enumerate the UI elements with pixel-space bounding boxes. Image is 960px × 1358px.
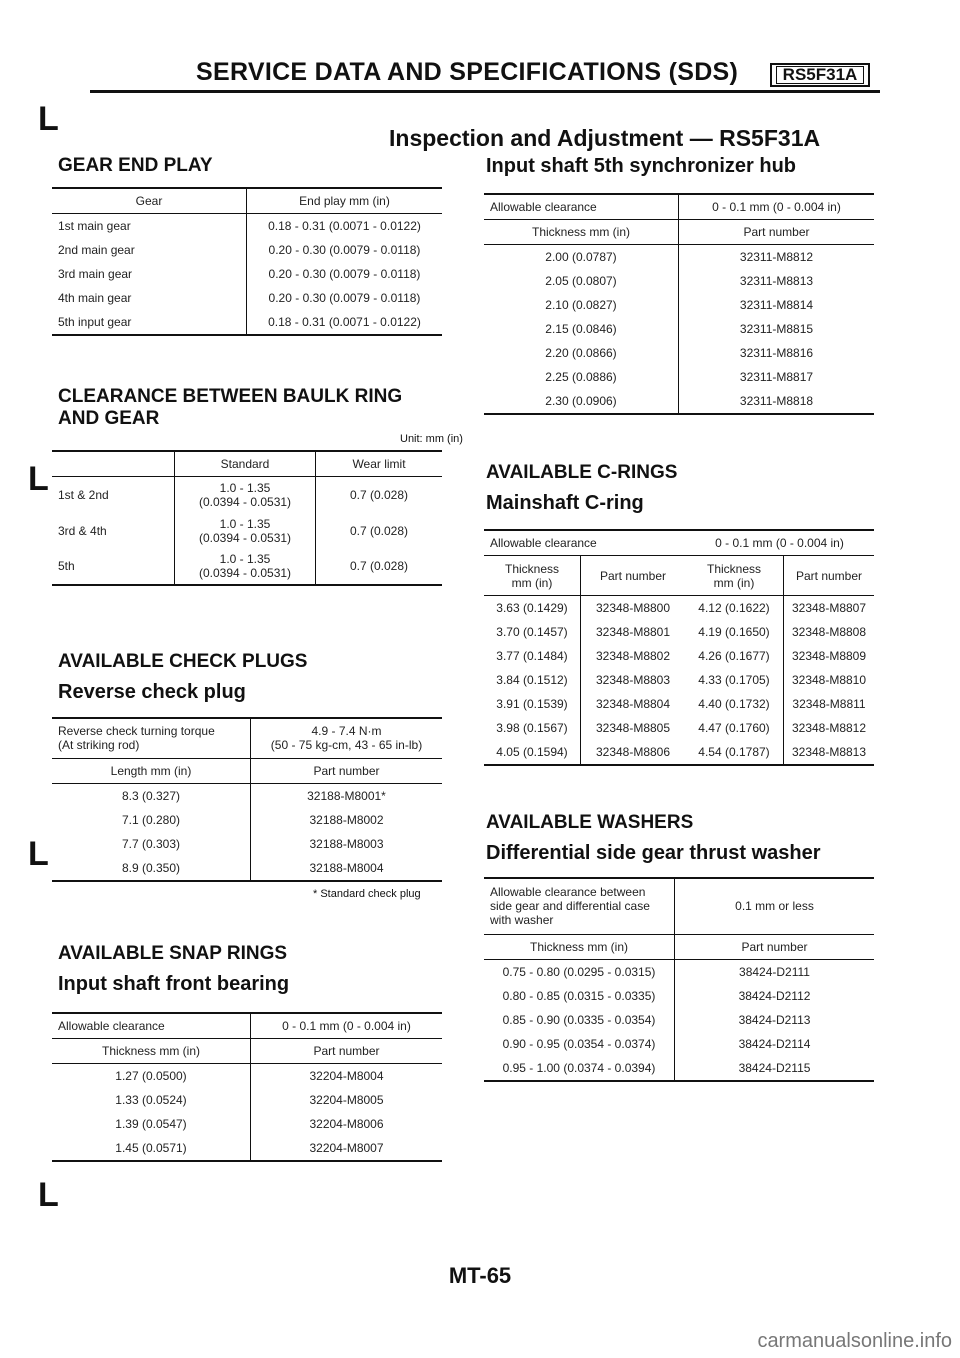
- table-cell: 1.39 (0.0547): [115, 1117, 187, 1131]
- table-cell: 32348-M8811: [784, 692, 875, 716]
- table-cell: 32204-M8007: [251, 1136, 443, 1161]
- table-row: [484, 365, 874, 389]
- table-cell: 0.18 - 0.31 (0.0071 - 0.0122): [247, 310, 443, 335]
- table-cell: 32348-M8810: [784, 668, 875, 692]
- table-cell: 2.30 (0.0906): [484, 389, 679, 414]
- table-row: [52, 1136, 442, 1161]
- table-cell: 38424-D2115: [675, 1056, 875, 1081]
- baulk-ring-title-line2: AND GEAR: [58, 408, 160, 429]
- washers-subtitle: Differential side gear thrust washer: [486, 842, 821, 864]
- table-cell: 3.77 (0.1484): [496, 649, 568, 663]
- table-row: [484, 194, 874, 220]
- table-cell: 32348-M8808: [784, 620, 875, 644]
- torque-value: 4.9 - 7.4 N·m: [311, 724, 382, 739]
- table-row: [484, 389, 874, 414]
- table-cell: 4th main gear: [58, 291, 132, 305]
- table-cell: 38424-D2112: [675, 984, 875, 1008]
- snap-rings-title: AVAILABLE SNAP RINGS: [58, 943, 288, 964]
- table-row: [52, 783, 442, 808]
- header-cell: End play mm (in): [247, 188, 443, 214]
- table-row: [52, 1013, 442, 1039]
- table-cell: 8.9 (0.350): [52, 856, 251, 881]
- table-cell: 32311-M8814: [679, 293, 875, 317]
- table-cell: 32348-M8813: [784, 740, 875, 765]
- baulk-ring-title-line1: CLEARANCE BETWEEN BAULK RING: [58, 386, 403, 407]
- table-cell: 0.7 (0.028): [316, 477, 443, 513]
- margin-mark: L: [38, 100, 59, 138]
- range-mm: 1.0 - 1.35: [219, 552, 271, 566]
- range-in: (0.0394 - 0.0531): [198, 494, 292, 509]
- check-plugs-title: AVAILABLE CHECK PLUGS: [58, 651, 308, 672]
- clearance-value: 0 - 0.1 mm (0 - 0.004 in): [251, 1013, 443, 1039]
- table-cell: 7.1 (0.280): [121, 812, 181, 827]
- synchronizer-hub-table: [484, 193, 874, 415]
- clearance-label: Allowable clearance: [484, 194, 679, 220]
- torque-label-sub: (At striking rod): [58, 738, 140, 753]
- page-number: MT-65: [448, 1263, 512, 1288]
- table-row: [52, 513, 442, 549]
- torque-label: Reverse check turning torque: [58, 724, 215, 739]
- header-rule: [90, 90, 880, 93]
- header-cell: Length mm (in): [52, 758, 251, 783]
- table-cell: 38424-D2114: [675, 1032, 875, 1056]
- table-cell: 3.98 (0.1567): [496, 721, 568, 735]
- table-cell: 38424-D2113: [675, 1008, 875, 1032]
- table-cell: 4.05 (0.1594): [484, 740, 581, 765]
- check-plugs-table: [52, 717, 442, 882]
- page-subtitle: Inspection and Adjustment — RS5F31A: [389, 125, 821, 151]
- torque-value-cell: [251, 718, 443, 758]
- table-row: [484, 530, 874, 556]
- table-cell: 32348-M8805: [581, 716, 686, 740]
- table-cell: 2.00 (0.0787): [545, 250, 617, 264]
- table-row: [484, 620, 874, 644]
- table-row: [484, 692, 874, 716]
- table-cell: 3.70 (0.1457): [496, 625, 568, 639]
- table-row: [52, 856, 442, 881]
- table-header-row: [484, 220, 874, 245]
- table-cell: 32348-M8806: [581, 740, 686, 765]
- table-cell: 38424-D2111: [675, 959, 875, 984]
- table-cell: 32348-M8807: [784, 596, 875, 621]
- table-row: [52, 238, 442, 262]
- header-cell: [685, 556, 784, 596]
- table-cell: 2.25 (0.0886): [545, 370, 617, 384]
- table-row: [484, 245, 874, 270]
- table-cell: 0.18 - 0.31 (0.0071 - 0.0122): [247, 214, 443, 239]
- margin-mark: L: [28, 835, 49, 873]
- table-cell: 3.91 (0.1539): [496, 697, 568, 711]
- table-cell: 4.47 (0.1760): [698, 721, 770, 735]
- section-badge: [770, 63, 870, 87]
- header-cell: Thickness mm (in): [484, 934, 675, 959]
- table-cell: 0.90 - 0.95 (0.0354 - 0.0374): [502, 1036, 656, 1051]
- table-row: [484, 1032, 874, 1056]
- section-badge-label: RS5F31A: [776, 66, 865, 84]
- table-cell: 0.20 - 0.30 (0.0079 - 0.0118): [247, 238, 443, 262]
- range-in: (0.0394 - 0.0531): [198, 530, 292, 545]
- table-cell: 0.20 - 0.30 (0.0079 - 0.0118): [247, 262, 443, 286]
- header-cell: Part number: [679, 220, 875, 245]
- table-cell: 32348-M8803: [581, 668, 686, 692]
- table-row: [52, 808, 442, 832]
- table-row: [484, 878, 874, 934]
- table-row: [52, 214, 442, 239]
- table-cell: 4.12 (0.1622): [698, 601, 770, 615]
- table-row: [484, 984, 874, 1008]
- clearance-value: 0.1 mm or less: [675, 878, 875, 934]
- table-cell: 2.10 (0.0827): [545, 298, 617, 312]
- table-cell: 32311-M8817: [679, 365, 875, 389]
- baulk-ring-unit: Unit: mm (in): [400, 433, 463, 445]
- table-cell: 0.20 - 0.30 (0.0079 - 0.0118): [247, 286, 443, 310]
- table-row: [52, 477, 442, 513]
- table-cell: 32204-M8005: [251, 1088, 443, 1112]
- table-header-row: [52, 451, 442, 477]
- torque-value-sub: (50 - 75 kg-cm, 43 - 65 in-lb): [270, 738, 423, 753]
- table-row: [484, 1056, 874, 1081]
- table-row: [52, 310, 442, 335]
- range-mm: 1.0 - 1.35: [219, 480, 271, 495]
- table-row: [484, 269, 874, 293]
- header-cell: Gear: [52, 188, 247, 214]
- table-row: [484, 1008, 874, 1032]
- table-cell: 3.63 (0.1429): [496, 601, 568, 615]
- table-header-row: [484, 934, 874, 959]
- c-rings-table: [484, 529, 874, 766]
- table-cell: 0.7 (0.028): [316, 549, 443, 585]
- table-cell: [175, 513, 316, 549]
- table-cell: 0.85 - 0.90 (0.0335 - 0.0354): [502, 1012, 656, 1027]
- table-cell: 32188-M8002: [251, 808, 443, 832]
- gear-end-play-table: [52, 187, 442, 336]
- table-row: [484, 317, 874, 341]
- table-cell: 0.7 (0.028): [316, 513, 443, 549]
- table-cell: 32204-M8004: [251, 1064, 443, 1089]
- header-line: Thickness: [706, 561, 762, 576]
- table-row: [52, 262, 442, 286]
- check-plugs-subtitle: Reverse check plug: [58, 681, 246, 703]
- table-row: [52, 1064, 442, 1089]
- gear-end-play-title: GEAR END PLAY: [58, 155, 213, 176]
- check-plug-footnote: * Standard check plug: [313, 888, 421, 900]
- table-row: [484, 740, 874, 765]
- table-row: [52, 832, 442, 856]
- table-cell: 32348-M8800: [581, 596, 686, 621]
- table-header-row: [52, 188, 442, 214]
- table-row: [52, 1088, 442, 1112]
- margin-mark: L: [28, 460, 49, 498]
- table-cell: 32311-M8816: [679, 341, 875, 365]
- table-cell: 1.33 (0.0524): [115, 1093, 187, 1107]
- synchronizer-hub-title: Input shaft 5th synchronizer hub: [486, 155, 797, 177]
- clearance-value: 0 - 0.1 mm (0 - 0.004 in): [679, 194, 875, 220]
- header-line: mm (in): [713, 575, 755, 590]
- range-mm: 1.0 - 1.35: [219, 516, 271, 531]
- table-cell: 4.19 (0.1650): [698, 625, 770, 639]
- header-cell: Standard: [175, 451, 316, 477]
- table-cell: 2.15 (0.0846): [545, 322, 617, 336]
- baulk-ring-title: [58, 386, 402, 430]
- table-cell: [175, 549, 316, 585]
- table-header-row: [52, 758, 442, 783]
- table-cell: 1.27 (0.0500): [115, 1069, 187, 1083]
- table-cell: 32348-M8809: [784, 644, 875, 668]
- table-row: [484, 668, 874, 692]
- table-cell: 32311-M8815: [679, 317, 875, 341]
- table-cell: 32348-M8812: [784, 716, 875, 740]
- table-cell: 2.05 (0.0807): [545, 274, 617, 288]
- header-cell: Part number: [581, 556, 686, 596]
- snap-rings-table: [52, 1012, 442, 1162]
- header-line: Thickness: [504, 561, 560, 576]
- table-cell: 4.40 (0.1732): [698, 697, 770, 711]
- table-row: [484, 293, 874, 317]
- header-cell: Part number: [251, 758, 443, 783]
- table-cell: 8.3 (0.327): [121, 788, 181, 803]
- header-cell: Wear limit: [316, 451, 443, 477]
- table-cell: 3rd & 4th: [58, 523, 107, 538]
- table-cell: 2nd main gear: [58, 243, 135, 257]
- snap-rings-subtitle: Input shaft front bearing: [58, 973, 290, 995]
- table-cell: 32188-M8001*: [251, 783, 443, 808]
- table-row: [52, 286, 442, 310]
- table-row: [52, 1112, 442, 1136]
- clearance-label: Allowable clearance: [484, 530, 685, 556]
- margin-mark: L: [38, 1176, 59, 1214]
- page-header-title: SERVICE DATA AND SPECIFICATIONS (SDS): [196, 58, 739, 86]
- c-rings-subtitle: Mainshaft C-ring: [486, 492, 644, 514]
- table-cell: 3.84 (0.1512): [496, 673, 568, 687]
- clearance-label-line: with washer: [490, 913, 554, 928]
- header-cell: [484, 556, 581, 596]
- header-line: mm (in): [511, 575, 553, 590]
- table-cell: 3rd main gear: [58, 267, 133, 281]
- table-cell: 1st & 2nd: [58, 487, 109, 502]
- table-row: [484, 959, 874, 984]
- table-cell: 0.75 - 0.80 (0.0295 - 0.0315): [502, 964, 656, 979]
- header-cell: Thickness mm (in): [52, 1039, 251, 1064]
- header-cell: Thickness mm (in): [484, 220, 679, 245]
- clearance-label-line: Allowable clearance between: [490, 885, 646, 900]
- header-cell: Part number: [251, 1039, 443, 1064]
- clearance-label: Allowable clearance: [52, 1013, 251, 1039]
- table-row: [484, 716, 874, 740]
- table-cell: 4.54 (0.1787): [685, 740, 784, 765]
- table-cell: 32311-M8812: [679, 245, 875, 270]
- header-cell: Part number: [675, 934, 875, 959]
- table-row: [52, 718, 442, 758]
- clearance-label-line: side gear and differential case: [490, 899, 650, 914]
- table-cell: 32311-M8818: [679, 389, 875, 414]
- table-cell: 1.45 (0.0571): [52, 1136, 251, 1161]
- table-row: [484, 596, 874, 621]
- table-row: [484, 341, 874, 365]
- table-cell: 0.95 - 1.00 (0.0374 - 0.0394): [484, 1056, 675, 1081]
- table-cell: 7.7 (0.303): [121, 836, 181, 851]
- table-cell: 32188-M8003: [251, 832, 443, 856]
- table-cell: 0.80 - 0.85 (0.0315 - 0.0335): [502, 988, 656, 1003]
- table-cell: [175, 477, 316, 513]
- baulk-ring-table: [52, 450, 442, 586]
- table-cell: 1st main gear: [58, 219, 131, 233]
- table-cell: 2.20 (0.0866): [545, 346, 617, 360]
- table-cell: 5th: [52, 549, 175, 585]
- clearance-value: 0 - 0.1 mm (0 - 0.004 in): [685, 530, 874, 556]
- table-cell: 4.33 (0.1705): [698, 673, 770, 687]
- table-cell: 32348-M8801: [581, 620, 686, 644]
- table-cell: 5th input gear: [52, 310, 247, 335]
- table-header-row: [484, 556, 874, 596]
- table-row: [484, 644, 874, 668]
- washers-table: [484, 877, 874, 1082]
- table-cell: 32188-M8004: [251, 856, 443, 881]
- table-cell: 32311-M8813: [679, 269, 875, 293]
- clearance-label: [484, 878, 675, 934]
- c-rings-title: AVAILABLE C-RINGS: [486, 462, 678, 483]
- washers-title: AVAILABLE WASHERS: [486, 812, 694, 833]
- table-cell: 32204-M8006: [251, 1112, 443, 1136]
- table-cell: 32348-M8802: [581, 644, 686, 668]
- torque-label-cell: [52, 718, 251, 758]
- table-cell: 32348-M8804: [581, 692, 686, 716]
- header-cell: Part number: [784, 556, 875, 596]
- table-cell: 4.26 (0.1677): [698, 649, 770, 663]
- table-row: [52, 549, 442, 585]
- table-header-row: [52, 1039, 442, 1064]
- watermark: carmanualsonline.info: [757, 1330, 952, 1352]
- header-cell: [52, 451, 175, 477]
- range-in: (0.0394 - 0.0531): [198, 566, 292, 580]
